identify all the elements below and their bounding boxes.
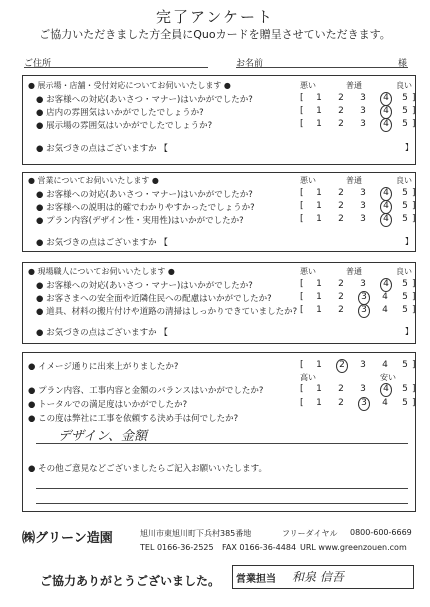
bracket-open: [ (300, 360, 304, 370)
rating-label-low: 悪い (300, 176, 316, 185)
selected-rating[interactable]: 3 (358, 397, 370, 411)
rating-row[interactable] (300, 384, 415, 396)
section-1-heading: ● 展示場・店舗・受付対応についてお伺いいたします ● (28, 81, 231, 90)
question: ● お客様への対応(あいさつ・マナー)はいかがでしたか? (36, 95, 253, 105)
company-name: ㈱グリーン造園 (22, 531, 113, 546)
question: ● トータルでの満足度はいかがでしたか? (28, 400, 188, 410)
rating-option[interactable]: 3 (360, 360, 366, 370)
selected-rating[interactable]: 4 (380, 105, 392, 119)
question: ● この度は弊社に工事を依頼する決め手は何でしたか? (28, 414, 239, 424)
bracket-open: [ (300, 93, 304, 103)
bracket-close: ] (412, 305, 416, 315)
rating-option[interactable]: 3 (360, 214, 366, 224)
question: ● お客様への説明は的確でわかりやすかったでしょうか? (36, 203, 255, 213)
rating-option[interactable]: 2 (338, 292, 344, 302)
bracket-open: [ (300, 119, 304, 129)
rating-label-high: 高い (300, 373, 316, 382)
rating-option[interactable]: 2 (338, 106, 344, 116)
bracket-open: [ (300, 292, 304, 302)
fax-number: FAX 0166-36-4484 (222, 543, 297, 552)
bracket-close: ] (412, 360, 416, 370)
comment-bracket-close: 】 (405, 143, 413, 152)
bracket-close: ] (412, 292, 416, 302)
rating-option[interactable]: 2 (338, 305, 344, 315)
question: ● お客様への対応(あいさつ・マナー)はいかがでしたか? (36, 190, 253, 200)
selected-rating[interactable]: 4 (380, 383, 392, 397)
rating-option[interactable]: 2 (338, 201, 344, 211)
bracket-open: [ (300, 201, 304, 211)
bracket-close: ] (412, 119, 416, 129)
rating-option[interactable]: 3 (360, 384, 366, 394)
rating-option[interactable]: 2 (338, 93, 344, 103)
bracket-close: ] (412, 201, 416, 211)
rating-option[interactable]: 4 (382, 292, 388, 302)
rating-option[interactable]: 1 (316, 119, 322, 129)
bracket-close: ] (412, 279, 416, 289)
comment-bracket-close: 】 (405, 237, 413, 246)
rating-option[interactable]: 5 (402, 384, 408, 394)
bracket-open: [ (300, 305, 304, 315)
selected-rating[interactable]: 3 (358, 304, 370, 318)
rating-row[interactable] (300, 292, 415, 304)
rating-option[interactable]: 1 (316, 292, 322, 302)
rating-option[interactable]: 1 (316, 214, 322, 224)
question: ● お客さまへの安全面や近隣住民への配慮はいかがでしたか? (36, 294, 272, 304)
rating-option[interactable]: 1 (316, 398, 322, 408)
rating-label-low: 悪い (300, 81, 316, 90)
rating-option[interactable]: 4 (382, 360, 388, 370)
rating-option[interactable]: 5 (402, 398, 408, 408)
rating-row[interactable] (300, 305, 415, 317)
rating-row[interactable] (300, 398, 415, 410)
rating-option[interactable]: 4 (382, 305, 388, 315)
selected-rating[interactable]: 4 (380, 278, 392, 292)
rating-option[interactable]: 3 (360, 201, 366, 211)
rating-option[interactable]: 1 (316, 188, 322, 198)
free-dial-label: フリーダイヤル (282, 529, 338, 538)
comment-bracket-close: 】 (405, 327, 413, 336)
bracket-close: ] (412, 106, 416, 116)
rating-option[interactable]: 5 (402, 214, 408, 224)
rating-option[interactable]: 3 (360, 119, 366, 129)
question: ● プラン内容(デザイン性・実用性)はいかがでしたか? (36, 216, 244, 226)
thanks-message: ご協力ありがとうございました。 (40, 574, 221, 588)
address-label: ご住所 (24, 59, 52, 69)
question: ● 展示場の雰囲気はいかがでしたでしょうか? (36, 121, 213, 131)
question: ● プラン内容、工事内容と金額のバランスはいかがでしたか? (28, 386, 264, 396)
bracket-close: ] (412, 384, 416, 394)
tel-number: TEL 0166-36-2525 (140, 543, 214, 552)
rating-row[interactable] (300, 279, 415, 291)
section-3-heading: ● 現場職人についてお伺いいたします ● (28, 267, 175, 276)
bracket-open: [ (300, 279, 304, 289)
rating-option[interactable]: 5 (402, 201, 408, 211)
rating-row[interactable] (300, 214, 415, 226)
bracket-close: ] (412, 214, 416, 224)
name-field[interactable] (236, 67, 408, 68)
bracket-open: [ (300, 384, 304, 394)
question: ● 店内の雰囲気はいかがでしたでしょうか? (36, 108, 204, 118)
rating-row[interactable] (300, 360, 415, 372)
rating-label-high: 良い (396, 267, 412, 276)
rating-option[interactable]: 2 (338, 279, 344, 289)
staff-name: 和泉 信吾 (292, 570, 344, 584)
bracket-open: [ (300, 214, 304, 224)
rating-option[interactable]: 4 (382, 398, 388, 408)
rating-option[interactable]: 3 (360, 93, 366, 103)
bracket-close: ] (412, 93, 416, 103)
page-title: 完了アンケート (155, 8, 275, 26)
handwritten-answer: デザイン、金額 (58, 429, 148, 444)
answer-line (36, 443, 408, 444)
rating-option[interactable]: 5 (402, 292, 408, 302)
rating-option[interactable]: 5 (402, 119, 408, 129)
free-dial-number: 0800-600-6669 (350, 528, 412, 537)
rating-label-mid: 普通 (346, 176, 362, 185)
selected-rating[interactable]: 4 (380, 92, 392, 106)
rating-option[interactable]: 1 (316, 106, 322, 116)
rating-option[interactable]: 5 (402, 106, 408, 116)
address-field[interactable] (24, 67, 208, 68)
section-2-heading: ● 営業についてお伺いいたします ● (28, 176, 159, 185)
rating-row[interactable] (300, 106, 415, 118)
rating-option[interactable]: 5 (402, 188, 408, 198)
selected-rating[interactable]: 3 (358, 291, 370, 305)
rating-option[interactable]: 1 (316, 384, 322, 394)
comment-label: ● お気づきの点はございますか 【 (36, 328, 168, 338)
rating-option[interactable]: 2 (338, 119, 344, 129)
website-url: URL www.greenzouen.com (300, 543, 407, 552)
rating-option[interactable]: 5 (402, 360, 408, 370)
selected-rating[interactable]: 2 (336, 359, 348, 373)
question: ● イメージ通りに出来上がりましたか? (28, 362, 179, 372)
rating-option[interactable]: 2 (338, 398, 344, 408)
rating-option[interactable]: 5 (402, 93, 408, 103)
question: ● その他ご意見などございましたらご記入お願いいたします。 (28, 464, 267, 474)
rating-option[interactable]: 3 (360, 279, 366, 289)
staff-label: 営業担当 (236, 574, 276, 585)
rating-option[interactable]: 1 (316, 93, 322, 103)
question: ● お客様への対応(あいさつ・マナー)はいかがでしたか? (36, 281, 253, 291)
rating-label-high: 良い (396, 81, 412, 90)
rating-option[interactable]: 3 (360, 106, 366, 116)
bracket-open: [ (300, 188, 304, 198)
rating-label-low: 悪い (300, 267, 316, 276)
rating-option[interactable]: 2 (338, 384, 344, 394)
rating-row[interactable] (300, 93, 415, 105)
bracket-close: ] (412, 188, 416, 198)
rating-option[interactable]: 5 (402, 305, 408, 315)
rating-option[interactable]: 1 (316, 201, 322, 211)
rating-row[interactable] (300, 188, 415, 200)
rating-row[interactable] (300, 119, 415, 131)
rating-label-mid: 普通 (346, 81, 362, 90)
rating-option[interactable]: 2 (338, 188, 344, 198)
page-subtitle: ご協力いただきました方全員にQuoカードを贈呈させていただきます。 (39, 28, 391, 41)
comment-line[interactable] (36, 503, 408, 504)
rating-row[interactable] (300, 201, 415, 213)
selected-rating[interactable]: 4 (380, 118, 392, 132)
rating-option[interactable]: 1 (316, 360, 322, 370)
rating-option[interactable]: 1 (316, 279, 322, 289)
honorific: 様 (398, 59, 408, 69)
rating-option[interactable]: 3 (360, 188, 366, 198)
rating-option[interactable]: 5 (402, 279, 408, 289)
comment-label: ● お気づきの点はございますか 【 (36, 238, 168, 248)
selected-rating[interactable]: 4 (380, 213, 392, 227)
comment-line[interactable] (36, 488, 408, 489)
rating-label-low: 安い (380, 373, 396, 382)
question: ● 道具、材料の搬片付けや道路の清掃はしっかりできていましたか? (36, 307, 298, 317)
rating-label-mid: 普通 (346, 267, 362, 276)
comment-label: ● お気づきの点はございますか 【 (36, 144, 168, 154)
bracket-open: [ (300, 398, 304, 408)
bracket-close: ] (412, 398, 416, 408)
selected-rating[interactable]: 4 (380, 200, 392, 214)
rating-option[interactable]: 2 (338, 214, 344, 224)
selected-rating[interactable]: 4 (380, 187, 392, 201)
rating-option[interactable]: 1 (316, 305, 322, 315)
rating-label-high: 良い (396, 176, 412, 185)
company-address: 旭川市東旭川町下兵村385番地 (140, 529, 252, 538)
bracket-open: [ (300, 106, 304, 116)
name-label: お名前 (236, 59, 264, 69)
